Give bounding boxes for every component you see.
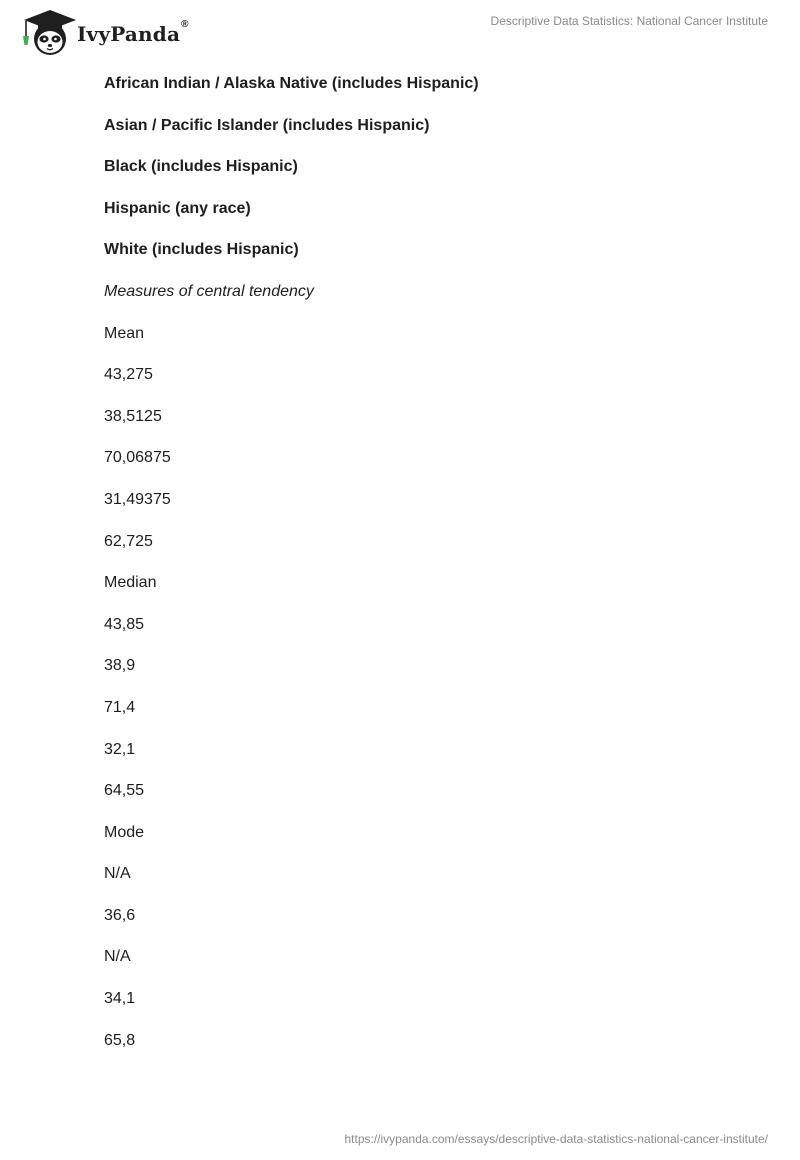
table-cell: 32,1: [104, 740, 136, 758]
table-cell: Mode: [104, 823, 145, 841]
registered-mark: ®: [181, 18, 189, 30]
panda-graduate-icon: [14, 8, 76, 58]
essay-content: [104, 72, 764, 1070]
table-cell: 36,6: [104, 906, 136, 924]
table-cell: 43,85: [104, 615, 145, 633]
table-cell: 43,275: [104, 366, 153, 384]
logo-text: IvyPanda: [77, 22, 181, 46]
table-cell: 34,1: [104, 990, 136, 1008]
table-cell: 38,5125: [104, 407, 162, 425]
table-cell: 64,55: [104, 782, 145, 800]
document-title: Descriptive Data Statistics: National Cancer Institute: [490, 14, 768, 28]
table-cell: 62,725: [104, 532, 153, 550]
section-heading: Measures of central tendency: [104, 282, 314, 300]
table-cell: 70,06875: [104, 449, 171, 467]
table-header-cell: African Indian / Alaska Native (includes Hispanic): [104, 75, 479, 92]
table-header-cell: Hispanic (any race): [104, 199, 251, 217]
table-cell: 38,9: [104, 657, 136, 675]
source-url: https://ivypanda.com/essays/descriptive-data-statistics-national-cancer-institute/: [344, 1132, 768, 1146]
table-cell: 71,4: [104, 698, 136, 716]
table-header-cell: White (includes Hispanic): [104, 241, 299, 259]
table-cell: Median: [104, 574, 157, 592]
table-cell: N/A: [104, 865, 131, 883]
table-cell: Mean: [104, 324, 145, 342]
table-cell: 31,49375: [104, 490, 171, 508]
table-cell: N/A: [104, 948, 131, 966]
table-header-cell: Asian / Pacific Islander (includes Hispanic): [104, 116, 430, 134]
table-cell: 65,8: [104, 1031, 136, 1049]
ivypanda-logo[interactable]: [14, 8, 189, 58]
table-header-cell: Black (includes Hispanic): [104, 158, 298, 176]
